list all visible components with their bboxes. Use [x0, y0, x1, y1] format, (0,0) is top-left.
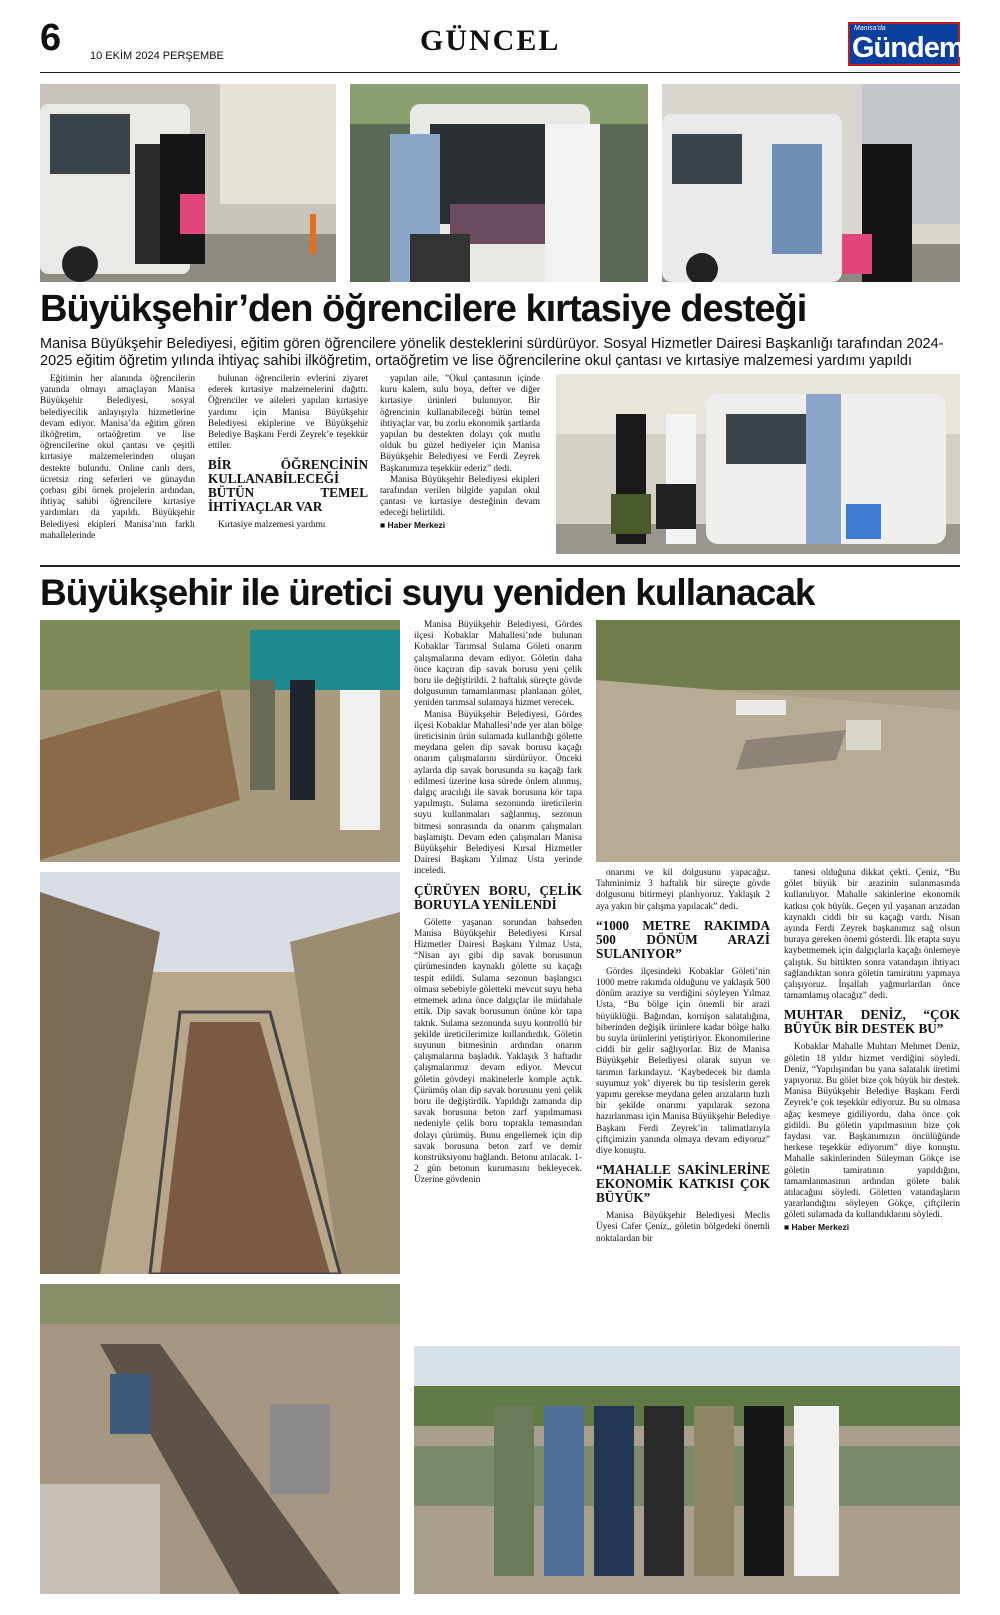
logo-main-text: Gündem: [852, 32, 964, 64]
article-divider: [40, 565, 960, 567]
article2-byline-text: Haber Merkezi: [791, 1221, 850, 1232]
photo-student-bag-van-1: [40, 84, 336, 282]
article2-paragraph: Kobaklar Mahalle Muhtarı Mehmet Deniz, göletin 18 yıldır hizmet verdiğini söyledi. Deniz, “Yapılışından bu yana salatalık üretimi yapıyoruz. Bu gölet bize çok büyük bir destek. Manisa Büyükşehir Belediye Başkanı Ferdi Zeyrek’e çok teşekkür ediyoruz. Bu su olmasa ağaç kesmeye gidiliyordu, daha önce çok gidildi. Bu göletin yapılmasının bize çok faydası var. Başkanımızın öncülüğünde herkese teşekkür ediyorum” diye konuştu. Mahalle sakinlerinden Süleyman Gökçe ise göletin tamiratının yapıldığını, tamamlanmasının ardından gölete balık atılacağını söyledi. Göletten vatandaşların yararlandığını söyleyen Gökçe, çiftçilerin göleti sulamada da kullandıklarını söyledi.: [784, 1042, 960, 1221]
photo-student-bag-van-2: [350, 84, 648, 282]
article1-paragraph: Manisa Büyükşehir Belediyesi ekipleri tarafından verilen bilgide yapılan okul çantası ve kırtasiye desteğinin devam edeceği belirtildi.: [380, 474, 540, 519]
article2-paragraph: tanesi olduğuna dikkat çekti. Çeniz, “Bu gölet büyük bir arazinin sulanmasında kullanılıyor. Mahalle sakinlerine ekonomik katkısı çok büyük. Geçen yıl yaşanan arızadan kaynaklı ciddi bir su kaçağı vardı. Nisan ayında Ferdi Zeyrek başkanımız sağ olsun buraya gereken önemi gösterdi. İlk etapta suyu kaybetmemek için dalgıçlarla kaçağı önlemeye çalıştık. Su bittikten sonra vatandaşın ihtiyacı sağlandıktan sonra göletin tamiratını yapmaya çalışıyoruz. İnşallah yağmurlardan önce tamamlamış olacağız” dedi.: [784, 868, 960, 1002]
article2-column-1: [414, 620, 582, 1187]
article2-column-2: [596, 868, 770, 1245]
article1-subhead: BİR ÖĞRENCİNİN KULLANABİLECEĞİ BÜTÜN TEMEL İHTİYAÇLAR VAR: [208, 457, 368, 515]
page-number: 6: [40, 17, 62, 59]
article2-paragraph: onarımı ve kil dolgusunu yapacağız. Tahminimiz 3 haftalık bir süreçte gövde dolgusunu bitirmeyi planlıyoruz. Yaklaşık 2 aya yakın bir çalışma yapılacak” dedi.: [596, 868, 770, 912]
article1-paragraph: Kırtasiye malzemesi yardımı: [218, 520, 326, 531]
issue-date: 10 EKİM 2024 PERŞEMBE: [90, 50, 224, 62]
article2-subhead-contribution: “MAHALLE SAKİNLERİNE EKONOMİK KATKISI ÇOK BÜYÜK”: [596, 1162, 770, 1206]
article1-column-1: [40, 374, 195, 542]
photo-student-bag-van-3: [662, 84, 960, 282]
photo-steel-pipe-reinforcement: [40, 872, 400, 1274]
logo-top-text: Manisa'da: [854, 25, 886, 32]
article1-paragraph: yapılan aile, ”Okul çantasının içinde kuru kalem, sulu boya, defter ve diğer kırtasiye ürünleri bulunuyor. Bir öğrencinin kullanabileceği bütün temel ihtiyaçlar var, bu zorlu ekonomik şartlarda yapılan bu destekten dolayı çok mutlu olduk bu güzel hediyeler için Manisa Büyükşehir Belediyesi ve Ferdi Zeyrek Başkanımıza teşekkür ederiz” dedi.: [380, 374, 540, 474]
article2-headline: Büyükşehir ile üretici suyu yeniden kullanacak: [40, 572, 815, 613]
article1-byline: ■ Haber Merkezi: [380, 519, 446, 530]
article2-column-3: [784, 868, 960, 1233]
article1-column-3: [380, 374, 540, 531]
header-divider: [40, 72, 960, 73]
article1-byline-text: Haber Merkezi: [387, 519, 446, 530]
photo-officials-with-bags: [556, 374, 960, 554]
section-title: GÜNCEL: [420, 24, 561, 57]
article2-paragraph: Gölette yaşanan sorundan bahseden Manisa Büyükşehir Belediyesi Kırsal Hizmetler Dairesi Başkanı Yılmaz Usta, “Nisan ayı gibi dip savak borusunun çürümesinden kaynaklı gölette su kaçağı tespit edildi. Sulama sezonun başlangıcı olması sebebiyle göletteki mevcut suyu heba etmemek adına önce dalgıçlar ile müdahale ettik. Dip savak borusunun önüne kör tapa taktık. Sulama sezonunda suyu kontrollü bir şekilde üreticilerimize kullandırdık. Göletin suyunun bitmesinin ardından onarım çalışmalarına başladık. Yaklaşık 3 haftadır çalışmalarımız devam ediyor. Mevcut göletin gövdeyi makinelerle komple açtık. Çürümüş olan dip savak borusunu yeni çelik boru ile değiştirdik. Yapıldığı zamanda dip savak borusuna beton zarf yapılmaması nedeniyle çelik boru toprakla temasından dolayı çürümüş. Bunu engellemek için dip savak borusuna beton zarf ve demir konstrüksiyonu bağlandı. Betonu atılacak. 1-2 gün betonun kurumasını bekleyecek. Üzerine gövdenin: [414, 917, 582, 1186]
article1-column-2: [208, 374, 368, 532]
article1-paragraph: Eğitimin her alanında öğrencilerin yanında olmayı amaçlayan Manisa Büyükşehir Belediyesi, sosyal belediyecilik anlayışıyla hizmetlerine devam ediyor. Manisa’da eğitim gören ilköğretim, ortaöğretim ve lise öğrencilerine okul çantası ve çeşitli kırtasiye malzemelerinden oluşan destekte bulundu. Online canlı ders, ücretsiz ring seferleri ve günaydın çorbası gibi örnek projelerin ardından, ihtiyaç sahibi öğrencilere kırtasiye yardımları da yapıldı. Büyükşehir Belediyesi ekipleri Manisa’nın farklı mahallelerinde: [40, 374, 195, 541]
article2-byline: ■ Haber Merkezi: [784, 1221, 850, 1232]
article1-headline: Büyükşehir’den öğrencilere kırtasiye desteği: [40, 288, 807, 330]
photo-group-at-pond: [414, 1346, 960, 1594]
photo-officials-at-pond-site: [40, 620, 400, 862]
article2-paragraph: Manisa Büyükşehir Belediyesi, Gördes ilçesi Kobaklar Mahallesi’nde bulunan Kobaklar Tarımsal Sulama Göleti onarım çalışmalarına devam ediyor. Göletin daha önce kaçıran dip savak borusu yeni çelik boru ile değiştirildi. 2 haftalık süreçte gövde dolgusunun tamamlanması planlanan gölet, yeniden tarımsal sulamaya hizmet verecek.: [414, 620, 582, 709]
article2-paragraph: Manisa Büyükşehir Belediyesi, Gördes ilçesi Kobaklar Mahallesi’nde yer alan bölge üreticisinin ürün sulamada kullandığı gölette meydana gelen dip savak borusu kaçağı onarım çalışmalarını sürdürüyor. Önceki aylarda dip savak borusunda su kaçağı fark edilmesi üzerine kısa sürede önlem alınmış, dalgıç aracılığı ile savak borusuna kör tapa yapılmıştı. Sulama sezonunda üreticilerin suyu kullanmaları sağlanmış, sezonun bitmesi sonrasında da onarım çalışmaları başlamıştı. Devam eden çalışmaları Manisa Büyükşehir Belediyesi Kırsal Hizmetler Dairesi Başkanı Yılmaz Usta yerinde inceledi.: [414, 709, 582, 877]
article2-subhead-muhtar: MUHTAR DENİZ, “ÇOK BÜYÜK BİR DESTEK BU”: [784, 1007, 960, 1037]
article2-paragraph: Gördes ilçesindeki Kobaklar Göleti’nin 1000 metre rakımda olduğunu ve yaklaşık 500 dönüm araziye su verdiğini söyleyen Yılmaz Usta, “Bu bölge için önemli bir arazi büyüklüğü. Bağından, kornişon salatalığına, biberinden değişik ürünlere kadar bölge halkı bu suyla ürünlerini yetiştiriyor. Ekonomilerine ciddi bir gelir sağlıyorlar. Biz de Manisa Büyükşehir Belediyesi olarak suyun ve tarımın farkındayız. ‘Kaybedecek bir damla suyumuz yok’ diyerek bu tip tesislerin gerek yapımı gerekse meydana gelen arızaların hızlı bir şekilde onarımı yapılarak sezona hazırlanması için Manisa Büyükşehir Belediye Başkanı Ferdi Zeyrek’in talimatlarıyla çiftçimizin yanında olmaya devam ediyoruz” diye konuştu.: [596, 966, 771, 1157]
newspaper-logo[interactable]: [848, 22, 964, 66]
article2-paragraph: Manisa Büyükşehir Belediyesi Meclis Üyesi Cafer Çeniz,, göletin bölgedeki önemli noktalardan bir: [596, 1211, 770, 1244]
article1-deck: Manisa Büyükşehir Belediyesi, eğitim gören öğrencilere yönelik desteklerini sürdürüyor. Sosyal Hizmetler Dairesi Başkanlığı tarafından 2024-2025 eğitim öğretim yılında ihtiyaç sahibi ilköğretim, ortaöğretim ve lise öğrencilerine okul çantası ve kırtasiye malzemesi yardımı yapıldı: [40, 336, 944, 369]
article1-paragraph: bulunan öğrencilerin evlerini ziyaret ederek kırtasiye malzemelerini dağıttı. Öğrenciler ve aileleri yapılan kırtasiye yardımı için Manisa Büyükşehir Belediyesi ekiplerine ve Büyükşehir Belediye Başkanı Ferdi Zeyrek’e teşekkür ettiler.: [208, 374, 368, 452]
article2-subhead-altitude: “1000 METRE RAKIMDA 500 DÖNÜM ARAZİ SULANIYOR”: [596, 917, 770, 961]
photo-pond-construction-aerial: [596, 620, 960, 862]
article2-subhead-pipe: ÇÜRÜYEN BORU, ÇELİK BORUYLA YENİLENDİ: [414, 882, 582, 912]
photo-workers-rebar: [40, 1284, 400, 1594]
